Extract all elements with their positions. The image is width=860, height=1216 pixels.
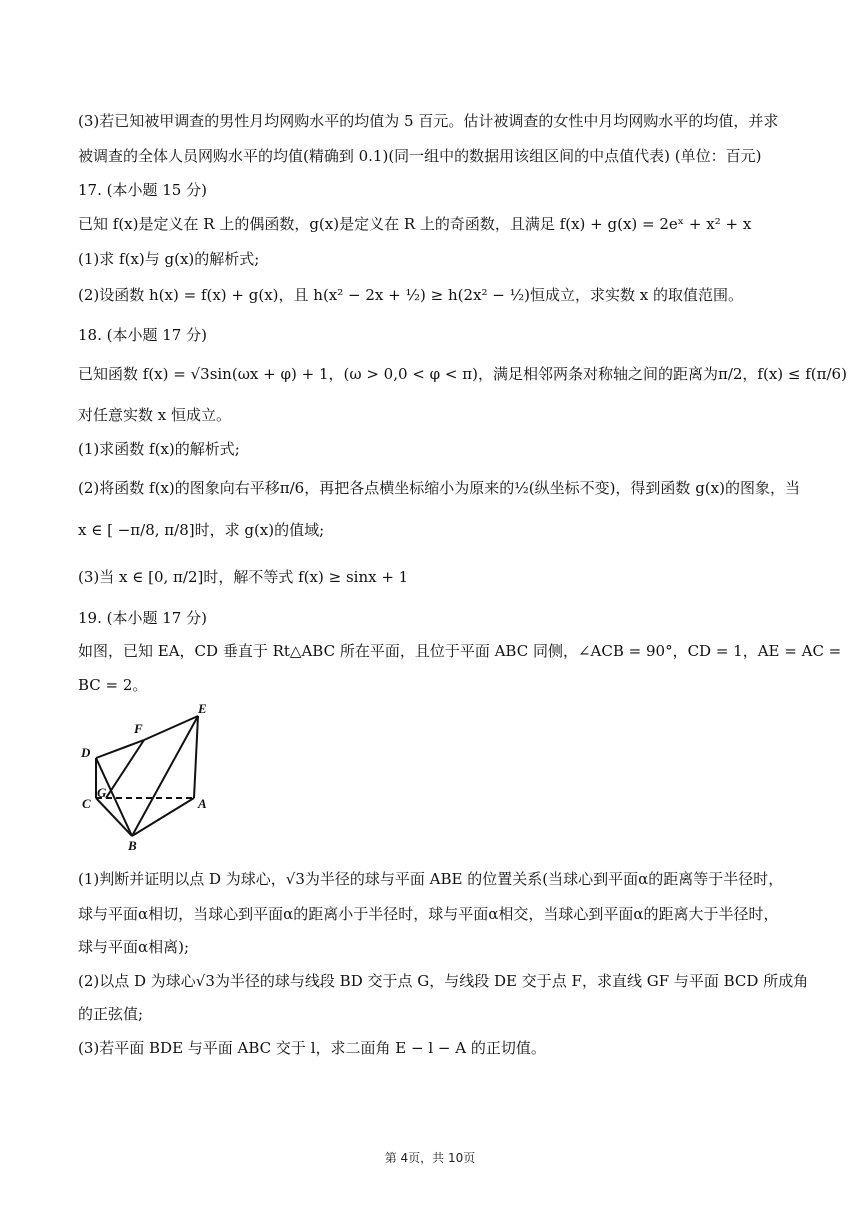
edge-DF bbox=[96, 740, 144, 758]
q18-part1: (1)求函数 f(x)的解析式; bbox=[78, 440, 240, 458]
q19-part2-line1: (2)以点 D 为球心√3为半径的球与线段 BD 交于点 G，与线段 DE 交于点 F，求直线 GF 与平面 BCD 所成角 bbox=[78, 972, 809, 990]
edge-FE bbox=[144, 716, 198, 740]
q18-part3: (3)当 x ∈ [0, π/2]时，解不等式 f(x) ≥ sinx + 1 bbox=[78, 568, 409, 586]
edge-FG bbox=[106, 740, 144, 798]
q18-part2-line1: (2)将函数 f(x)的图象向右平移π/6，再把各点横坐标缩小为原来的½(纵坐标不变)，得到函数 g(x)的图象，当 bbox=[78, 479, 800, 497]
q19-part1-line2: 球与平面α相切，当球心到平面α的距离小于半径时，球与平面α相交，当球心到平面α的距离大于半径时， bbox=[78, 905, 779, 923]
q18-heading: 18. (本小题 17 分) bbox=[78, 326, 207, 344]
q17-part2: (2)设函数 h(x) = f(x) + g(x)，且 h(x² − 2x + ½) ≥ h(2x² − ½)恒成立，求实数 x 的取值范围。 bbox=[78, 286, 744, 304]
q18-stem-line2: 对任意实数 x 恒成立。 bbox=[78, 406, 231, 424]
label-A: A bbox=[198, 796, 207, 811]
q17-part1: (1)求 f(x)与 g(x)的解析式; bbox=[78, 250, 260, 268]
label-B: B bbox=[128, 838, 137, 850]
label-F: F bbox=[134, 721, 143, 736]
label-D: D bbox=[81, 745, 91, 760]
label-E: E bbox=[198, 701, 207, 716]
q19-part1-line1: (1)判断并证明以点 D 为球心，√3为半径的球与平面 ABE 的位置关系(当球心到平面α的距离等于半径时， bbox=[78, 870, 784, 888]
edge-EA bbox=[194, 716, 198, 798]
q19-part2-line2: 的正弦值; bbox=[78, 1005, 144, 1023]
q19-heading: 19. (本小题 17 分) bbox=[78, 609, 207, 627]
q17-stem: 已知 f(x)是定义在 R 上的偶函数，g(x)是定义在 R 上的奇函数，且满足 f(x) + g(x) = 2eˣ + x² + x bbox=[78, 215, 752, 233]
q19-part1-line3: 球与平面α相离); bbox=[78, 938, 190, 956]
edge-AB bbox=[132, 798, 194, 836]
q16-part3-line2: 被调查的全体人员网购水平的均值(精确到 0.1)(同一组中的数据用该组区间的中点值代表) (单位：百元) bbox=[78, 147, 762, 165]
edge-CB bbox=[96, 798, 132, 836]
geometry-figure bbox=[74, 700, 234, 850]
q19-part3: (3)若平面 BDE 与平面 ABC 交于 l，求二面角 E − l − A 的正切值。 bbox=[78, 1039, 546, 1057]
q17-heading: 17. (本小题 15 分) bbox=[78, 181, 207, 199]
q18-stem-line1: 已知函数 f(x) = √3sin(ωx + φ) + 1，(ω > 0,0 < φ < π)，满足相邻两条对称轴之间的距离为π/2，f(x) ≤ f(π/6) bbox=[78, 365, 847, 383]
label-C: C bbox=[82, 796, 91, 811]
q18-part2-line2: x ∈ [ −π/8, π/8]时，求 g(x)的值域; bbox=[78, 521, 325, 539]
label-G: G bbox=[97, 785, 107, 800]
q19-stem-line2: BC = 2。 bbox=[78, 676, 148, 694]
page-footer: 第 4页，共 10页 bbox=[384, 1151, 476, 1165]
q19-stem-line1: 如图，已知 EA，CD 垂直于 Rt△ABC 所在平面，且位于平面 ABC 同侧，∠ACB = 90°，CD = 1，AE = AC = bbox=[78, 642, 842, 660]
q16-part3-line1: (3)若已知被甲调查的男性月均网购水平的均值为 5 百元。估计被调查的女性中月均网购水平的均值，并求 bbox=[78, 112, 779, 130]
